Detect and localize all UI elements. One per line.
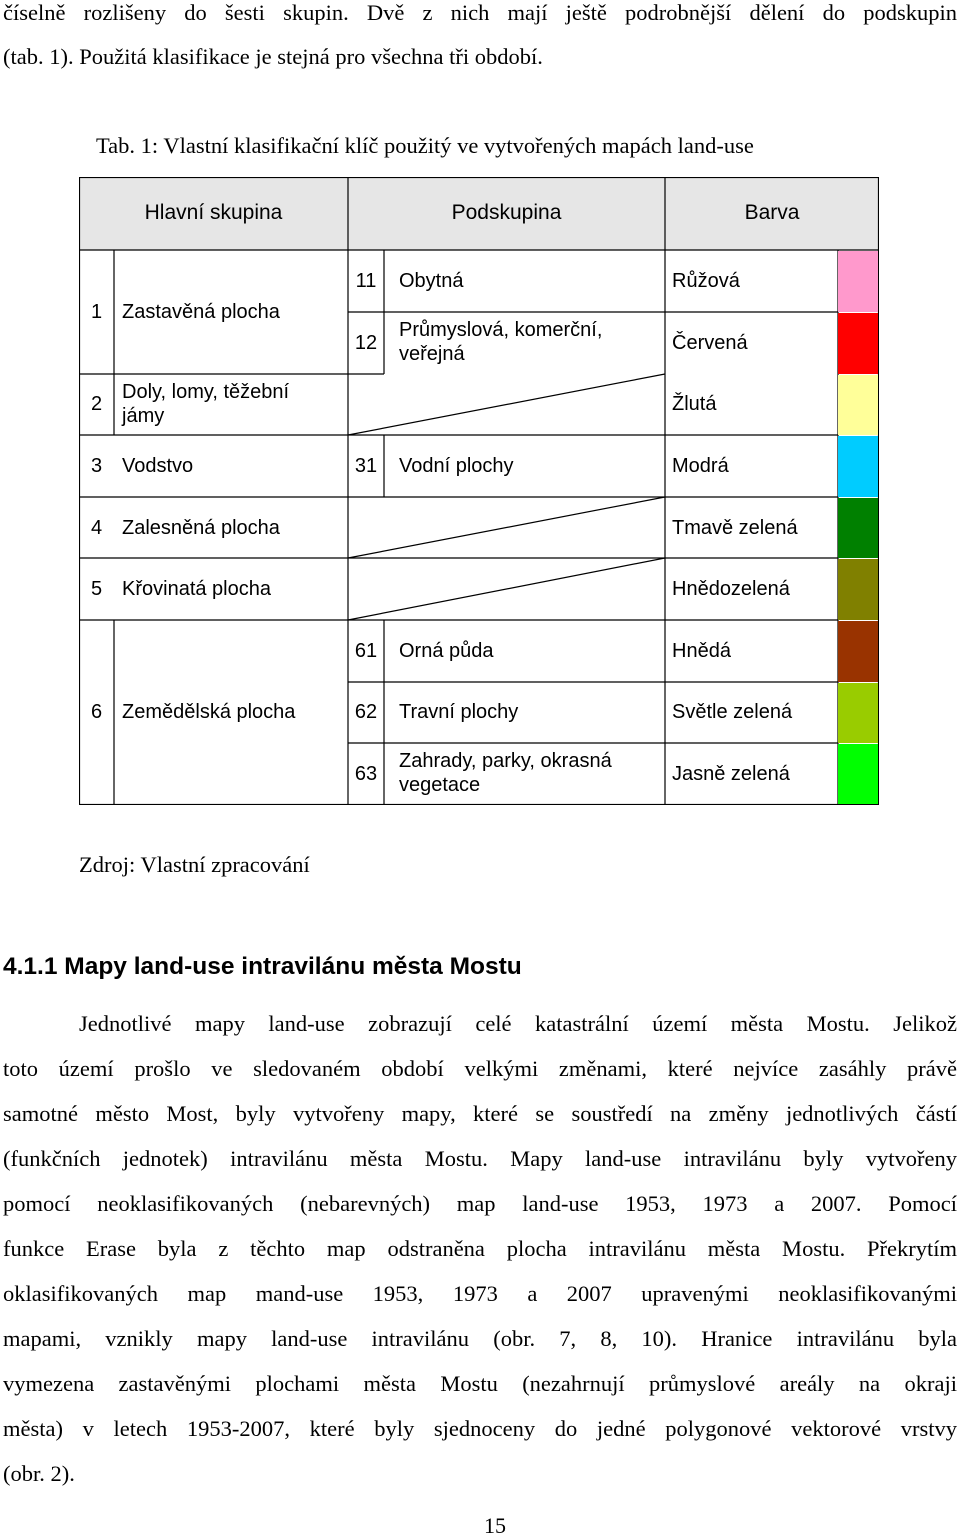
group-2-name-line-2: jámy [122,405,165,427]
subgroup-11-color: Růžová [672,270,740,292]
group-4-color: Tmavě zelená [672,517,798,539]
paragraph-line: oklasifikovaných map mand-use 1953, 1973 a 2007 upravenými neoklasifikovanými [3,1281,957,1306]
subgroup-63-name [399,749,612,797]
swatch-brown [838,621,878,682]
swatch-red [838,313,878,374]
group-4-name: Zalesněná plocha [122,517,280,539]
section-heading: 4.1.1 Mapy land-use intravilánu města Mostu [3,953,522,980]
subgroup-63-name-line-1: Zahrady, parky, okrasná [399,750,612,772]
group-3-number: 3 [90,455,103,477]
group-2-number: 2 [90,393,103,415]
intro-line-1: číselně rozlišeny do šesti skupin. Dvě z nich mají ještě podrobnější dělení do podskupin [3,0,957,25]
paragraph-line: (obr. 2). [3,1461,75,1486]
table-caption: Tab. 1: Vlastní klasifikační klíč použitý ve vytvořených mapách land-use [96,133,754,158]
swatch-blue [838,436,878,497]
group-6-number: 6 [90,701,103,723]
subgroup-61-number: 61 [354,640,378,662]
paragraph-line: pomocí neoklasifikovaných (nebarevných) map land-use 1953, 1973 a 2007. Pomocí [3,1191,957,1216]
group-3-name: Vodstvo [122,455,194,477]
paragraph-line: samotné město Most, byly vytvořeny mapy, které se soustředí na změny jednotlivých částí [3,1101,957,1126]
group-6-name: Zemědělská plocha [122,701,296,723]
header-main-group: Hlavní skupina [144,201,283,224]
subgroup-31-number: 31 [354,455,378,477]
subgroup-12-name-line-2: veřejná [399,343,465,365]
group-5-color: Hnědozelená [672,578,790,600]
diagonal-g5 [348,558,665,620]
subgroup-12-name [399,318,602,366]
paragraph-line: (funkčních jednotek) intravilánu města Mostu. Mapy land-use intravilánu byly vytvořeny [3,1146,957,1171]
group-5-name: Křovinatá plocha [122,578,271,600]
swatch-pink [838,251,878,312]
group-1-number: 1 [90,301,103,323]
subgroup-61-name: Orná půda [399,640,494,662]
subgroup-61-color: Hnědá [672,640,731,662]
paragraph-line: Jednotlivé mapy land-use zobrazují celé katastrální území města Mostu. Jelikož [79,1011,957,1036]
table-source: Zdroj: Vlastní zpracování [79,852,310,877]
swatch-dark-green [838,498,878,558]
page-number: 15 [484,1513,506,1538]
group-1-name: Zastavěná plocha [122,301,280,323]
group-4-number: 4 [90,517,103,539]
subgroup-62-color: Světle zelená [672,701,793,723]
subgroup-31-color: Modrá [672,455,729,477]
group-2-color: Žlutá [672,393,717,415]
swatch-yellow [838,375,878,435]
swatch-olive [838,559,878,620]
classification-table [79,177,879,805]
header-color: Barva [744,201,800,224]
intro-line-2: (tab. 1). Použitá klasifikace je stejná pro všechna tři období. [3,44,543,69]
subgroup-12-color: Červená [672,332,748,354]
subgroup-63-name-line-2: vegetace [399,774,481,796]
paragraph-line: toto území prošlo ve sledovaném období velkými změnami, které nejvíce zasáhly právě [3,1056,957,1081]
subgroup-12-name-line-1: Průmyslová, komerční, [399,319,603,341]
subgroup-31-name: Vodní plochy [399,455,514,477]
paragraph-line: funkce Erase byla z těchto map odstraněna plocha intravilánu města Mostu. Překrytím [3,1236,957,1261]
diagonal-g4 [348,497,665,558]
paragraph-line: vymezena zastavěnými plochami města Mostu (nezahrnují průmyslové areály na okraji [3,1371,957,1396]
group-2-name [122,380,289,428]
group-5-number: 5 [90,578,103,600]
paragraph-line: města) v letech 1953-2007, které byly sjednoceny do jedné polygonové vektorové vrstvy [3,1416,957,1441]
subgroup-11-number: 11 [355,270,377,292]
swatch-light-green [838,683,878,743]
header-subgroup: Podskupina [451,201,562,224]
subgroup-63-number: 63 [354,763,378,785]
subgroup-12-number: 12 [354,332,378,354]
swatch-bright-green [838,744,878,804]
diagonal-g2 [348,374,665,435]
group-2-name-line-1: Doly, lomy, těžební [122,381,290,403]
subgroup-62-number: 62 [354,701,378,723]
subgroup-11-name: Obytná [399,270,464,292]
paragraph-line: mapami, vznikly mapy land-use intravilánu (obr. 7, 8, 10). Hranice intravilánu byla [3,1326,957,1351]
subgroup-63-color: Jasně zelená [672,763,790,785]
subgroup-62-name: Travní plochy [399,701,519,723]
